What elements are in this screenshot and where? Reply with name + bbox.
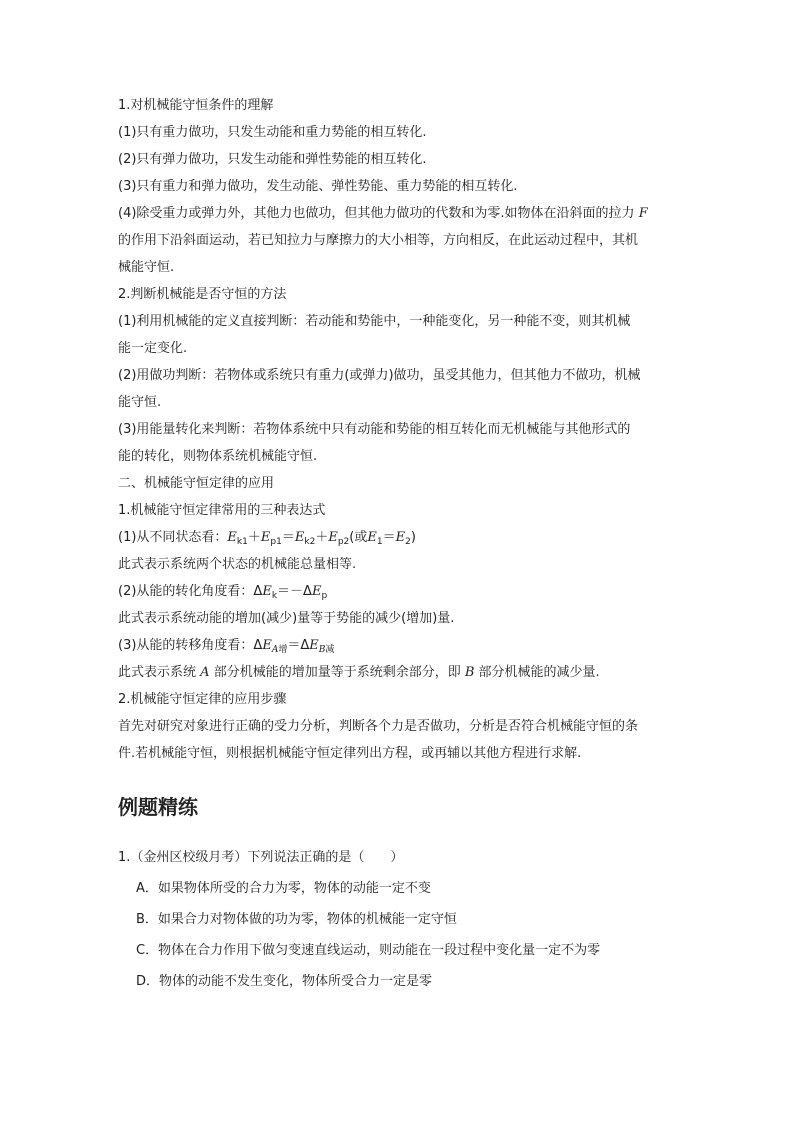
condition-item-1: (1)只有重力做功，只发生动能和重力势能的相互转化. — [118, 125, 427, 140]
section-title-conditions: 1.对机械能守恒条件的理解 — [118, 98, 274, 113]
section-title-application: 二、机械能守恒定律的应用 — [118, 476, 275, 491]
formula-2-description: 此式表示系统动能的增加(减少)量等于势能的减少(增加)量. — [118, 611, 455, 626]
condition-item-2: (2)只有弹力做功，只发生动能和弹性势能的相互转化. — [118, 152, 427, 167]
formula-3-description: 此式表示系统 A 部分机械能的增加量等于系统剩余部分，即 B 部分机械能的减少量. — [118, 665, 600, 680]
method-item-1: (1)利用机械能的定义直接判断：若动能和势能中，一种能变化，另一种能不变，则其机械 能一定变化. — [118, 314, 631, 356]
steps-paragraph: 首先对研究对象进行正确的受力分析，判断各个力是否做功，分析是否符合机械能守恒的条 件.若机械能守恒，则根据机械能守恒定律列出方程，或再辅以其他方程进行求解. — [118, 719, 639, 761]
condition-item-4: (4)除受重力或弹力外，其他力也做功，但其他力做功的代数和为零.如物体在沿斜面的拉力 F 的作用下沿斜面运动，若已知拉力与摩擦力的大小相等，方向相反，在此运动过程中，其机 械能守恒. — [118, 206, 648, 275]
document-body — [118, 92, 678, 997]
examples-heading: 例题精练 — [118, 795, 198, 819]
question-stem: 1.（金州区校级月考）下列说法正确的是（ ） — [118, 850, 404, 865]
option-d: D．物体的动能不发生变化，物体所受合力一定是零 — [136, 974, 433, 989]
option-c: C．物体在合力作用下做匀变速直线运动，则动能在一段过程中变化量一定不为零 — [136, 943, 601, 958]
question-1 — [118, 843, 678, 997]
option-b: B．如果合力对物体做的功为零，物体的机械能一定守恒 — [136, 912, 457, 927]
formula-3: (3)从能的转移角度看：$\Delta E_{A增}=\Delta E_{B减}$ — [118, 638, 335, 655]
method-item-3: (3)用能量转化来判断：若物体系统中只有动能和势能的相互转化而无机械能与其他形式的 能的转化，则物体系统机械能守恒. — [118, 422, 631, 464]
condition-item-3: (3)只有重力和弹力做功，发生动能、弹性势能、重力势能的相互转化. — [118, 179, 518, 194]
method-item-2: (2)用做功判断：若物体或系统只有重力(或弹力)做功，虽受其他力，但其他力不做功，机械 能守恒. — [118, 368, 641, 410]
subsection-title-steps: 2.机械能守恒定律的应用步骤 — [118, 692, 287, 707]
formula-1: (1)从不同状态看：$E_{k1}+E_{p1}=E_{k2}+E_{p2}$(或$E_1=E_2$) — [118, 530, 416, 547]
formula-2: (2)从能的转化角度看：$\Delta E_k=-\Delta E_p$ — [118, 584, 328, 601]
option-a: A．如果物体所受的合力为零，物体的动能一定不变 — [136, 881, 431, 896]
section-title-methods: 2.判断机械能是否守恒的方法 — [118, 287, 287, 302]
subsection-title-expressions: 1.机械能守恒定律常用的三种表达式 — [118, 503, 326, 518]
formula-1-description: 此式表示系统两个状态的机械能总量相等. — [118, 557, 357, 572]
